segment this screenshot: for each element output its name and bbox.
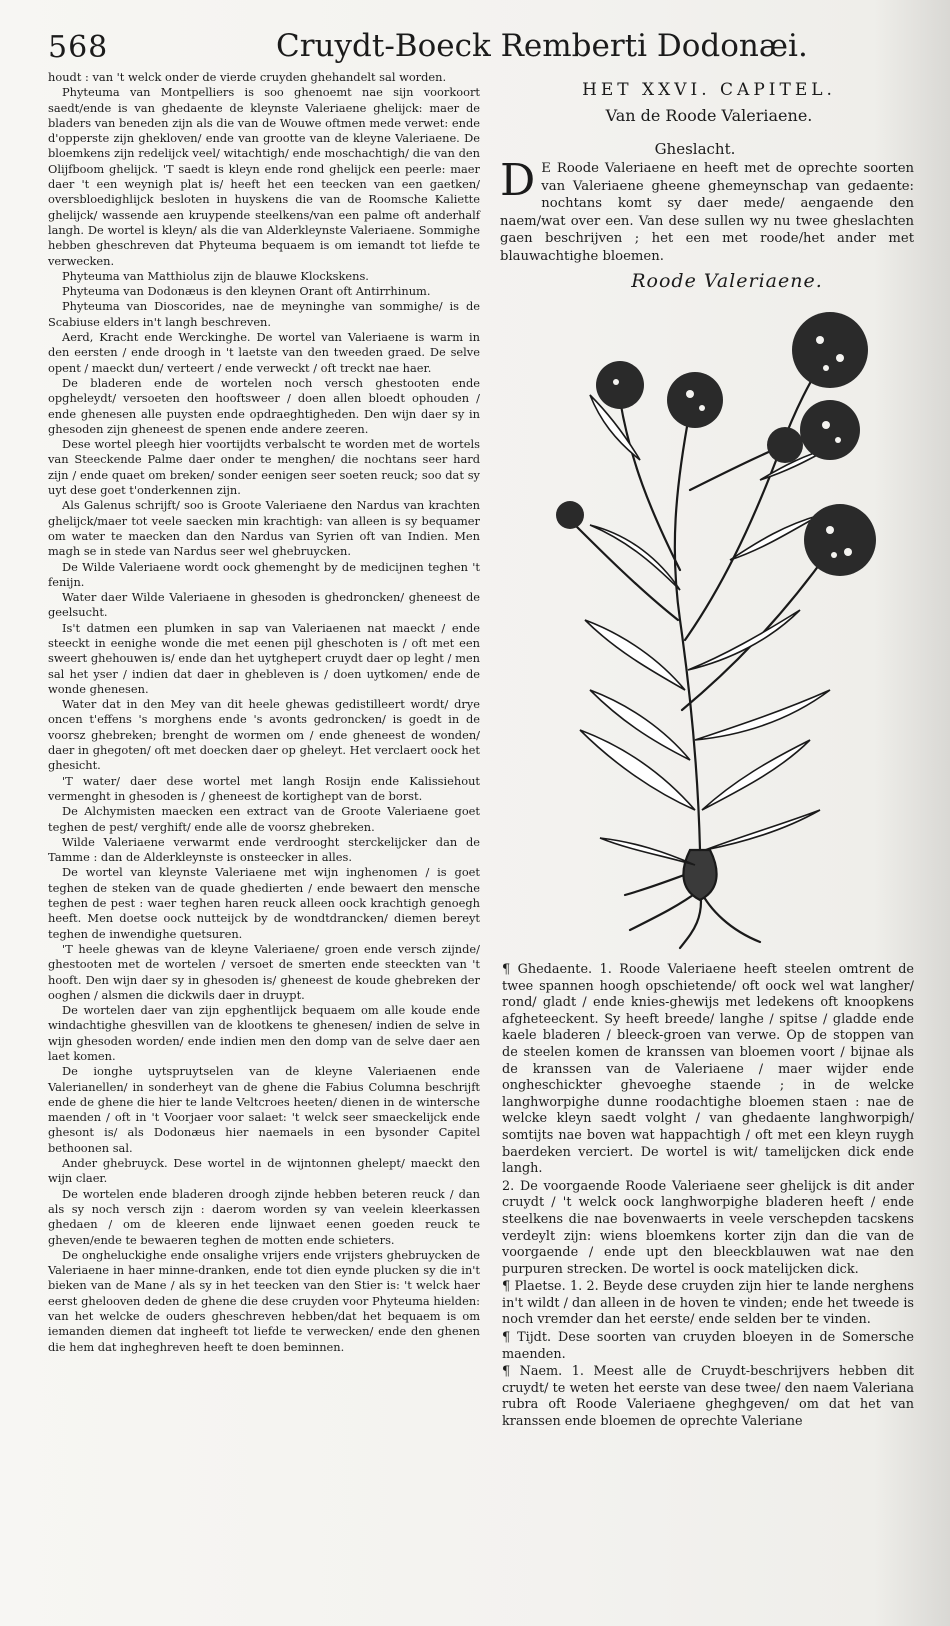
paragraph: De Alchymisten maecken een extract van de Groote Valeriaene goet teghen de pest/ verghift/ ende alle de voorsz ghebreken. [48, 804, 480, 834]
paragraph: Water daer Wilde Valeriaene in ghesoden is ghedroncken/ gheneest de geelsucht. [48, 590, 480, 620]
paragraph: Water dat in den Mey van dit heele ghewas gedistilleert wordt/ drye oncen t'effens 's morghens ende 's avonts gedroncken/ is goedt in de voorsz ghebreken; brenght de wormen om / ende gheneest de wonden/ daer in ghegoten/ oft met doecken daer op gheleyt. Het verclaert oock het ghesicht. [48, 697, 480, 773]
chapter-title: Van de Roode Valeriaene. [605, 106, 813, 125]
paragraph: 'T water/ daer dese wortel met langh Rosijn ende Kalissiehout vermenght in ghesoden is / gheneest de kortighept van de borst. [48, 773, 480, 803]
paragraph: De ongheluckighe ende onsalighe vrijers ende vrijsters ghebruycken de Valeriaene in haer minne-dranken, ende tot dien eynde plucken sy die in't bieken van de Mane / als sy in het teecken van den Stier is: 't welck haer eerst ghelooven deden de ghene die dese cruyden voor Phyteuma hielden: van het welcke de ouders gheschreven hebben/dat het bequaem is om iemanden diemen dat ingheeft tot liefde te verwecken/ ende den ghenen die hem dat ingheghreven heeft te doen beminnen. [48, 1247, 480, 1354]
paragraph: De ionghe uytspruytselen van de kleyne Valeriaenen ende Valerianellen/ in sonderheyt van de ghene die Fabius Columna beschrijft ende de ghene die hier te lande Veltcroes heeten/ dienen in de wintersche maenden / oft in 't Voorjaer voor salaet: 't welck seer smaeckelijck ende ghesont is/ als Dodonæus hier naemaels in een bysonder Capitel bethoonen sal. [48, 1064, 480, 1155]
right-text-column [502, 962, 914, 1432]
paragraph: Phyteuma van Matthiolus zijn de blauwe Klockskens. [62, 268, 369, 283]
paragraph: Dese wortel pleegh hier voortijdts verbalscht te worden met de wortels van Steeckende Palme daer onder te menghen/ die nochtans seer hard zijn / ende quaet om breken/ sonder eenigen seer soeten reuck; soo dat sy uyt dese goet t'onderkennen zijn. [48, 437, 480, 498]
paragraph: Phyteuma van Dioscorides, nae de meyninghe van sommighe/ is de Scabiuse elders in't langh beschreven. [48, 299, 480, 329]
paragraph: Aerd, Kracht ende Werckinghe. De wortel van Valeriaene is warm in den eersten / ende droogh in 't laetste van den tweeden graed. De selve opent / maeckt dun/ verteert / ende verweckt / oft treckt nae haer. [48, 330, 480, 375]
paragraph: ¶ Naem. 1. Meest alle de Cruydt-beschrijvers hebben dit cruydt/ te weten het eerste van dese twee/ den naem Valeriana rubra oft Roode Valeriaene gheghgeven/ om dat het van kranssen ende bloemen de oprechte Valeriane [502, 1364, 914, 1430]
left-text-column [48, 70, 480, 1355]
paragraph: ¶ Tijdt. Dese soorten van cruyden bloeyen in de Somersche maenden. [502, 1330, 914, 1362]
chapter-intro [500, 155, 914, 266]
paragraph: Phyteuma van Dodonæus is den kleynen Orant oft Antirrhinum. [62, 284, 431, 299]
paragraph: 'T heele ghewas van de kleyne Valeriaene/ groen ende versch zijnde/ ghestooten met de wortelen / versoet de smerten ende steeckten van 't hooft. Den wijn daer sy in ghesoden is/ gheneest de koude ghebreken der ooghen / alsmen die dickwils daer in druypt. [48, 941, 480, 1002]
paragraph: De wortelen ende bladeren droogh zijnde hebben beteren reuck / dan als sy noch versch zijn : daerom worden sy van veelein kleerkassen ghedaen / om de kleeren ende lijnwaet eenen goeden reuck te gheven/ende te bewaeren teghen de motten ende schieters. [48, 1186, 480, 1247]
paragraph: houdt : van 't welck onder de vierde cruyden ghehandelt sal worden. [48, 70, 447, 84]
paragraph: Als Galenus schrijft/ soo is Groote Valeriaene den Nardus van krachten ghelijck/maer tot veele saecken min krachtigh: van alleen is sy bequamer om water te maecken dan den Nardus van Syrien oft van Indien. Men magh se in stede van Nardus seer wel ghebruycken. [48, 498, 480, 559]
paragraph: De Wilde Valeriaene wordt oock ghemenght by de medicijnen teghen 't fenijn. [48, 559, 480, 589]
drop-cap: D [500, 155, 536, 206]
paragraph: ¶ Ghedaente. 1. Roode Valeriaene heeft steelen omtrent de twee spannen hoogh opschietende/ oft oock wel wat langher/ rond/ gladt / ende knies-ghewijs met ledekens oft knoopkens afgheteeckent. Sy heeft breede/ langhe / spitse / gladde ende kaele bladeren / bleeck-groen van verwe. Op de stoppen van de steelen komen de kranssen van bloemen voort / bijnae als de kranssen van de Valeriaene / maer wijder ende ongheschickter ghevoeghe staende ; in de welcke langhworpighe dunne roodachtighe bloemen staen : nae de welcke kleyn saedt volght / van ghedaente langhworpigh/ somtijts nae boven wat happachtigh / oft met een kleyn ruygh baerdeken verciert. De wortel is wit/ tamelijcken dick ende langh. [502, 962, 914, 1177]
paragraph: De wortelen daer van zijn epghentlijck bequaem om alle koude ende windachtighe ghesvillen van de klootkens te ghenesen/ indien de selve in wijn ghesoden worden/ ende indien men den domp van de selve daer aen laet komen. [48, 1003, 480, 1063]
page-number: 568 [48, 30, 109, 65]
chapter-number: HET XXVI. CAPITEL. [582, 80, 836, 100]
figure-caption: Roode Valeriaene. [631, 270, 823, 292]
paragraph: 2. De voorgaende Roode Valeriaene seer ghelijck is dit ander cruydt / 't welck oock langhworpighe bladeren heeft / ende steelkens die nae bovenwaerts in veele verschepden tacskens verdeylt zijn: wiens bloemkens korter zijn dan die van de voorgaende / ende upt den bleeckblauwen wat nae den purpuren strecken. De wortel is oock matelijcken dick. [502, 1178, 914, 1277]
running-title: Cruydt-Boeck Remberti Dodonæi. [276, 28, 808, 64]
chapter-heading [548, 80, 870, 125]
plant-woodcut-illustration [530, 290, 900, 950]
paragraph: Phyteuma van Montpelliers is soo ghenoemt nae sijn voorkoort saedt/ende is van ghedaente de kleynste Valeriaene ghelijck: maer de bladers van beneden zijn als die van de Wouwe oftmen mede verwet: ende d'opperste zijn ghekloven/ ende van grootte van de kleyne Valeriaene. De bloemkens zijn redelijck veel/ witachtigh/ ende moschachtigh/ die van den Olijfboom ghelijck. 'T saedt is kleyn ende rond ghelijck een peerle: maer daer 't een weynigh plat is/ heeft het een teecken van een gaetken/ oversbloedighlijck besloten in huyskens die van de Roomsche Kaliette ghelijck/ wassende aen kruypende steelkens/van een palme oft anderhalf langh. De wortel is kleyn/ als die van Alderkleynste Valeriaene. Sommighe hebben gheschreven dat Phyteuma bequaem is om iemandt tot liefde te verwecken. [48, 85, 480, 268]
paragraph: Ander ghebruyck. Dese wortel in de wijntonnen ghelept/ maeckt den wijn claer. [48, 1156, 480, 1186]
paragraph: Is't datmen een plumken in sap van Valeriaenen nat maeckt / ende steeckt in eenighe wonde die met eenen pijl gheschoten is / oft met een sweert ghehouwen is/ ende dan het uytghepert cruydt daer op leght / men sal het yser / indien dat daer in ghebleven is / doen uytkomen/ ende de wonde ghenesen. [48, 620, 480, 696]
paragraph: Wilde Valeriaene verwarmt ende verdrooght sterckelijcker dan de Tamme : dan de Alderkleynste is onsteecker in alles. [48, 834, 480, 865]
paragraph: De wortel van kleynste Valeriaene met wijn inghenomen / is goet teghen de steken van de quade ghedierten / ende bewaert den mensche teghen de pest : waer teghen haren reuck alleen oock krachtigh genoegh heeft. Men doetse oock nutteijck by de wondtdrancken/ diemen bereyt teghen de inwendighe quetsuren. [48, 865, 480, 941]
paragraph: ¶ Plaetse. 1. 2. Beyde dese cruyden zijn hier te lande nerghens in't wildt / dan alleen in de hoven te vinden; ende het tweede is noch vremder dan het eerste/ ende selden ber te vinden. [502, 1279, 914, 1328]
paragraph: De bladeren ende de wortelen noch versch ghestooten ende opgheleydt/ versoeten den hooftsweer / doen allen bloedt ophouden / ende ghenesen alle puysten ende opdraeghtigheden. Den wijn daer sy in ghesoden zijn gheneest de spenen ende andere zeeren. [48, 375, 480, 436]
section-heading: Gheslacht. [654, 140, 736, 158]
intro-text: E Roode Valeriaene en heeft met de oprechte soorten van Valeriaene gheene ghemeynschap van gedaente: nochtans komt sy daer mede/ aengaende den naem/wat over een. Van dese sullen wy nu twee gheslachten gaen beschrijven ; het een met roode/het ander met blauwachtighe bloemen. [500, 161, 914, 264]
